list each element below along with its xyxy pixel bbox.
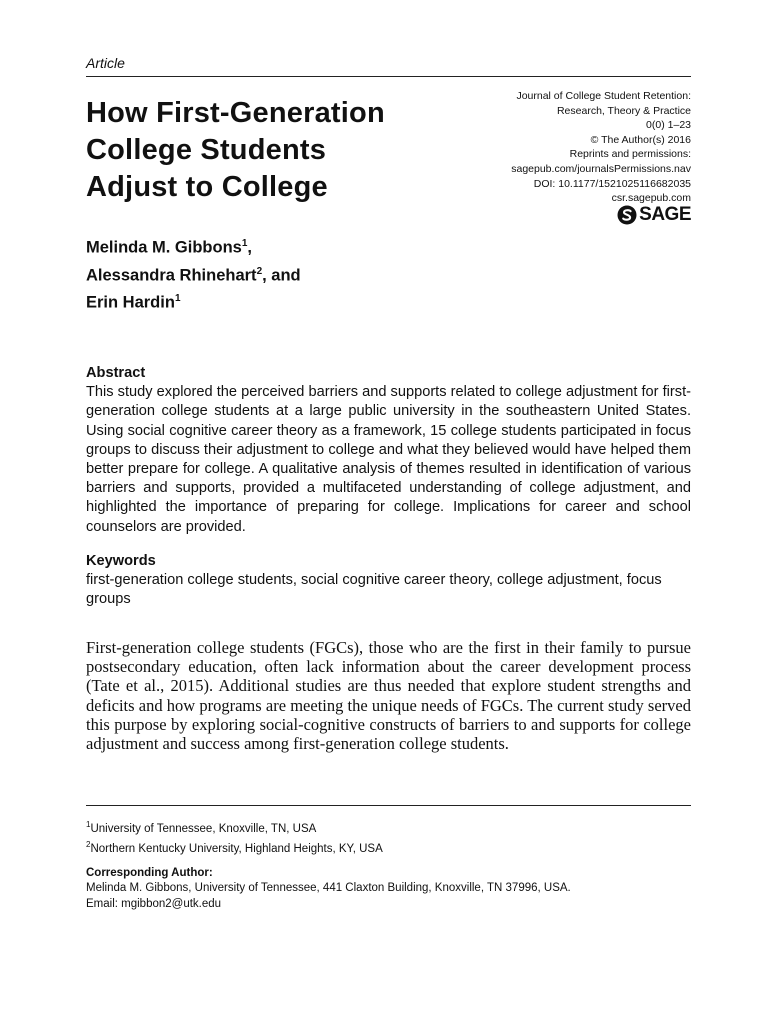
author-entry bbox=[86, 260, 301, 288]
sage-logo bbox=[617, 205, 691, 225]
journal-info bbox=[431, 89, 691, 206]
affiliation-footnote bbox=[86, 837, 691, 857]
title-line-3: Adjust to College bbox=[86, 171, 328, 203]
paper-title bbox=[86, 95, 446, 206]
author-affiliation-mark: 1 bbox=[241, 238, 248, 249]
footnote-rule bbox=[86, 805, 691, 806]
corresponding-author-email[interactable]: Email: mgibbon2@utk.edu bbox=[86, 897, 222, 910]
journal-issue: 0(0) 1–23 bbox=[646, 119, 691, 132]
author-entry bbox=[86, 287, 301, 315]
author-list bbox=[86, 232, 301, 315]
author-affiliation-mark: 1 bbox=[174, 293, 181, 304]
sage-logo-icon bbox=[617, 205, 637, 225]
sage-logo-text: SAGE bbox=[639, 204, 691, 225]
author-affiliation-mark: 2 bbox=[256, 265, 263, 277]
title-line-2: College Students bbox=[86, 134, 327, 166]
article-type-label: Article bbox=[86, 55, 125, 71]
abstract-heading: Abstract bbox=[86, 365, 146, 381]
doi-link[interactable]: DOI: 10.1177/1521025116682035 bbox=[533, 177, 691, 190]
corresponding-author-heading: Corresponding Author: bbox=[86, 866, 213, 879]
author-separator: , and bbox=[262, 266, 301, 284]
journal-name-line-2: Research, Theory & Practice bbox=[556, 104, 691, 117]
author-separator: , bbox=[247, 238, 252, 257]
copyright-line: © The Author(s) 2016 bbox=[590, 133, 691, 146]
abstract-text: This study explored the perceived barriers and supports related to college adjustment for first-generation college students at a large public university in the southeastern United States. Using social cognitive career theory as a framework, 15 college students participated in focus groups to discuss their adjustment to college and what they believed would have helped them better prepare for college. A qualitative analysis of themes resulted in identification of various barriers and supports, provided a multifaceted understanding of college adjustment, and highlighted the importance of preparing for college. Implications for career and school counselors are provided. bbox=[86, 384, 691, 535]
journal-website-link[interactable]: csr.sagepub.com bbox=[611, 192, 691, 205]
footnotes bbox=[86, 817, 691, 912]
header-rule bbox=[86, 76, 691, 77]
author-name: Erin Hardin bbox=[86, 293, 175, 312]
affiliation-number: 2 bbox=[86, 840, 91, 850]
title-line-1: How First-Generation bbox=[86, 97, 385, 129]
reprints-label: Reprints and permissions: bbox=[569, 148, 691, 161]
author-entry bbox=[86, 232, 301, 260]
affiliation-footnote bbox=[86, 817, 691, 837]
author-name: Melinda M. Gibbons bbox=[86, 238, 242, 257]
abstract-section bbox=[86, 364, 691, 537]
author-name: Alessandra Rhinehart bbox=[86, 266, 257, 284]
body-paragraph: First-generation college students (FGCs), those who are the first in their family to pursue postsecondary education, often lack information about the career development process (Tate et al., 2015). Additional studies are thus needed that explore student strengths and deficits and how programs are meeting the unique needs of FGCs. The current study served this purpose by exploring social-cognitive constructs of barriers to and supports for college adjustment and success among first-generation college students. bbox=[86, 638, 691, 754]
keywords-text: first-generation college students, social cognitive career theory, college adjustment, focus groups bbox=[86, 572, 662, 608]
affiliation-number: 1 bbox=[86, 820, 91, 829]
permissions-link[interactable]: sagepub.com/journalsPermissions.nav bbox=[511, 162, 691, 175]
keywords-heading: Keywords bbox=[86, 553, 156, 569]
journal-name-line-1: Journal of College Student Retention: bbox=[516, 90, 691, 102]
affiliation-text: Northern Kentucky University, Highland Heights, KY, USA bbox=[90, 843, 383, 856]
corresponding-author-address: Melinda M. Gibbons, University of Tennessee, 441 Claxton Building, Knoxville, TN 37996, USA. bbox=[86, 882, 571, 895]
keywords-section bbox=[86, 552, 691, 610]
affiliation-text: University of Tennessee, Knoxville, TN, USA bbox=[90, 822, 317, 835]
